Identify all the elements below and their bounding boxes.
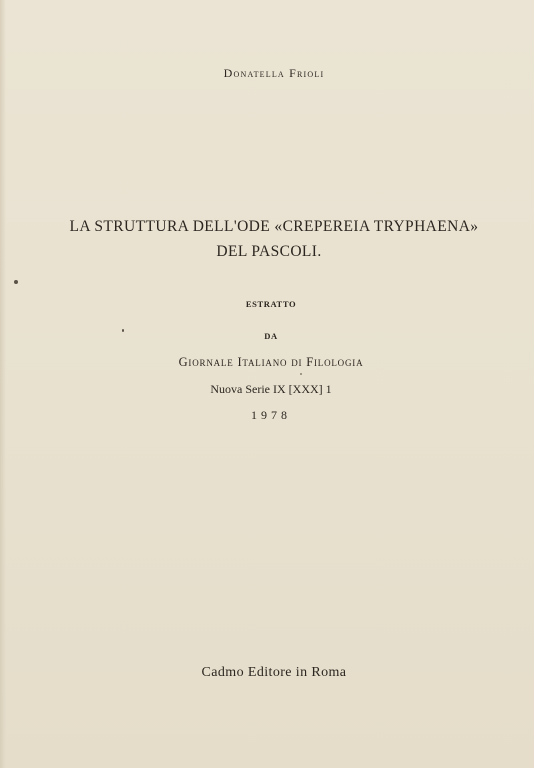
from-label: DA bbox=[264, 331, 278, 341]
series-info: Nuova Serie IX [XXX] 1 bbox=[210, 382, 332, 396]
extract-label: ESTRATTO bbox=[245, 299, 297, 309]
publisher-imprint: Cadmo Editore in Roma bbox=[201, 665, 347, 680]
journal-title: Giornale Italiano di Filologia bbox=[178, 355, 364, 369]
paper-speck bbox=[14, 280, 18, 284]
title-line-2: DEL PASCOLI. bbox=[216, 243, 322, 260]
author-name: Donatella Frioli bbox=[223, 66, 325, 80]
publication-year: 1978 bbox=[251, 408, 291, 422]
paper-speck bbox=[300, 373, 302, 375]
title-line-1: LA STRUTTURA DELL'ODE «CREPEREIA TRYPHAENA» bbox=[69, 218, 479, 235]
